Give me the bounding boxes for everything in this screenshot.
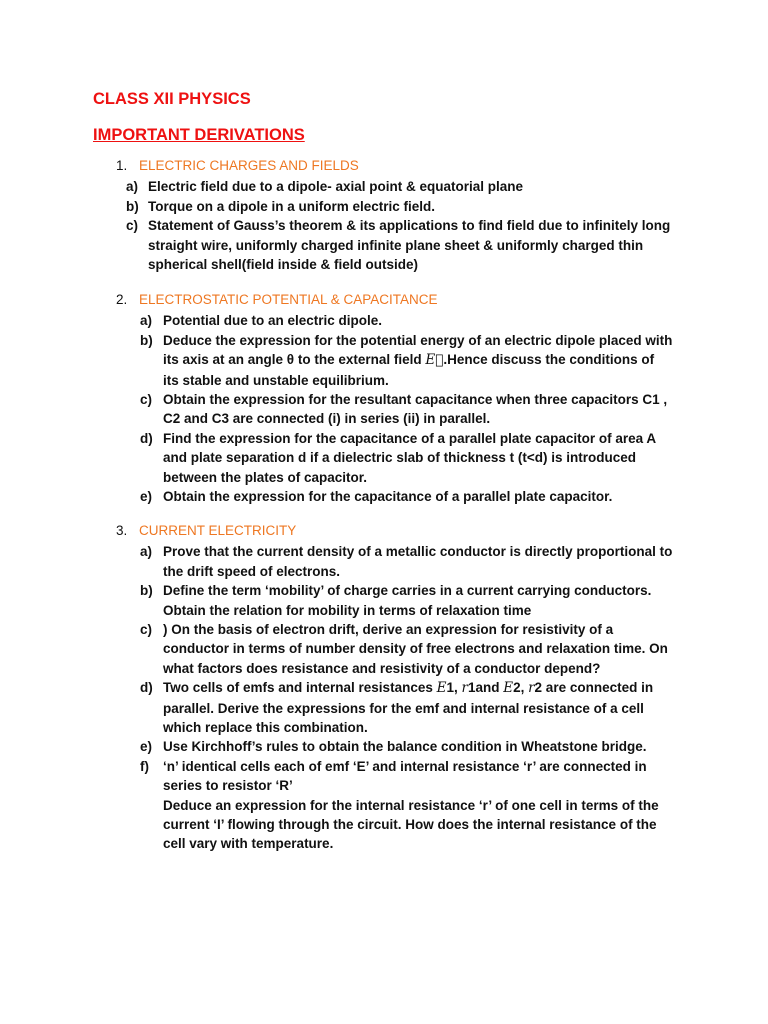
item-text: ) On the basis of electron drift, derive an expression for resistivity of a conductor in terms of number density of free electrons and relaxation time. On what factors does resistance and resistivity of a conductor depend? <box>163 622 668 676</box>
item-text <box>163 678 683 737</box>
document-title: CLASS XII PHYSICS <box>93 90 251 108</box>
section-heading <box>116 523 296 538</box>
item-text: Find the expression for the capacitance of a parallel plate capacitor of area A and plate separation d if a dielectric slab of thickness t (t<d) is introduced between the plates of capacitor. <box>163 430 657 485</box>
section-heading <box>116 292 438 307</box>
section-number: 1. <box>116 158 128 173</box>
list-item <box>0 620 683 678</box>
item-list <box>0 311 683 506</box>
list-item <box>0 311 683 330</box>
item-text-part: Two cells of emfs and internal resistances <box>163 680 437 696</box>
item-text: Prove that the current density of a metallic conductor is directly proportional to the drift speed of electrons. <box>163 544 673 579</box>
list-item <box>0 390 683 429</box>
section-number: 2. <box>116 292 128 307</box>
item-marker: d) <box>140 680 153 696</box>
item-text-part: 1, <box>446 680 462 696</box>
item-text-part: 2, <box>513 680 529 696</box>
item-text: Electric field due to a dipole- axial point & equatorial plane <box>148 179 524 195</box>
item-text-part: Deduce the expression for the potential energy of an electric dipole placed with its axis at an angle θ to the external field <box>163 332 673 368</box>
section-heading <box>116 158 359 173</box>
resistance-symbol: r <box>461 680 468 697</box>
list-item <box>0 678 683 737</box>
list-item <box>0 487 683 506</box>
item-text: Use Kirchhoff’s rules to obtain the balance condition in Wheatstone bridge. <box>163 739 647 755</box>
field-vector-symbol: E⃗ <box>425 352 444 369</box>
item-text: Potential due to an electric dipole. <box>163 313 383 329</box>
emf-symbol: E <box>436 680 447 697</box>
item-text-part: .Hence discuss the conditions of its stable and unstable equilibrium. <box>163 352 655 388</box>
section-title: CURRENT ELECTRICITY <box>139 523 297 538</box>
item-marker: a) <box>126 179 139 195</box>
resistance-symbol: r <box>528 680 535 697</box>
list-item <box>0 429 683 487</box>
list-item <box>0 542 683 581</box>
item-text: Statement of Gauss’s theorem & its applications to find field due to infinitely long straight wire, uniformly charged infinite plane sheet & uniformly charged thin spherical shell(field inside & field outside) <box>148 218 671 273</box>
section-title: ELECTROSTATIC POTENTIAL & CAPACITANCE <box>139 292 438 307</box>
item-marker: a) <box>140 313 153 329</box>
item-marker: b) <box>126 198 139 214</box>
item-text: Obtain the expression for the capacitance of a parallel plate capacitor. <box>163 489 613 505</box>
item-marker: d) <box>140 430 153 446</box>
emf-symbol: E <box>503 680 514 697</box>
item-marker: f) <box>140 758 149 774</box>
item-list <box>0 177 678 274</box>
item-text <box>163 331 683 390</box>
item-marker: c) <box>140 392 153 408</box>
list-item <box>0 737 683 756</box>
list-item <box>0 197 678 216</box>
item-text-part: 2 are connected in parallel. Derive the expressions for the emf and internal resistance of a cell which replace this combination. <box>163 680 654 736</box>
item-marker: e) <box>140 489 153 505</box>
list-item <box>0 581 683 620</box>
item-marker: a) <box>140 544 153 560</box>
item-text: Obtain the expression for the resultant capacitance when three capacitors C1 , C2 and C3 are connected (i) in series (ii) in parallel. <box>163 392 668 427</box>
item-text: Torque on a dipole in a uniform electric field. <box>148 198 436 214</box>
item-text: Define the term ‘mobility’ of charge carries in a current carrying conductors. Obtain the relation for mobility in terms of relaxation time <box>163 583 652 618</box>
item-text: ‘n’ identical cells each of emf ‘E’ and internal resistance ‘r’ are connected in series to resistor ‘R’ Deduce an expression for the internal resistance ‘r’ of one cell in terms of the current ‘I’ flowing through the circuit. How does the internal resistance of the cell vary with temperature. <box>163 758 659 852</box>
item-marker: c) <box>140 622 153 638</box>
item-list <box>0 542 683 854</box>
item-marker: b) <box>140 332 153 348</box>
section-number: 3. <box>116 523 128 538</box>
list-item <box>0 216 678 274</box>
item-marker: e) <box>140 739 153 755</box>
list-item <box>0 331 683 390</box>
section-title: ELECTRIC CHARGES AND FIELDS <box>139 158 359 173</box>
item-text-part: 1and <box>467 680 504 696</box>
item-marker: c) <box>126 218 139 234</box>
list-item <box>0 177 678 196</box>
list-item <box>0 757 683 854</box>
item-marker: b) <box>140 583 153 599</box>
document-subtitle: IMPORTANT DERIVATIONS <box>93 126 305 144</box>
